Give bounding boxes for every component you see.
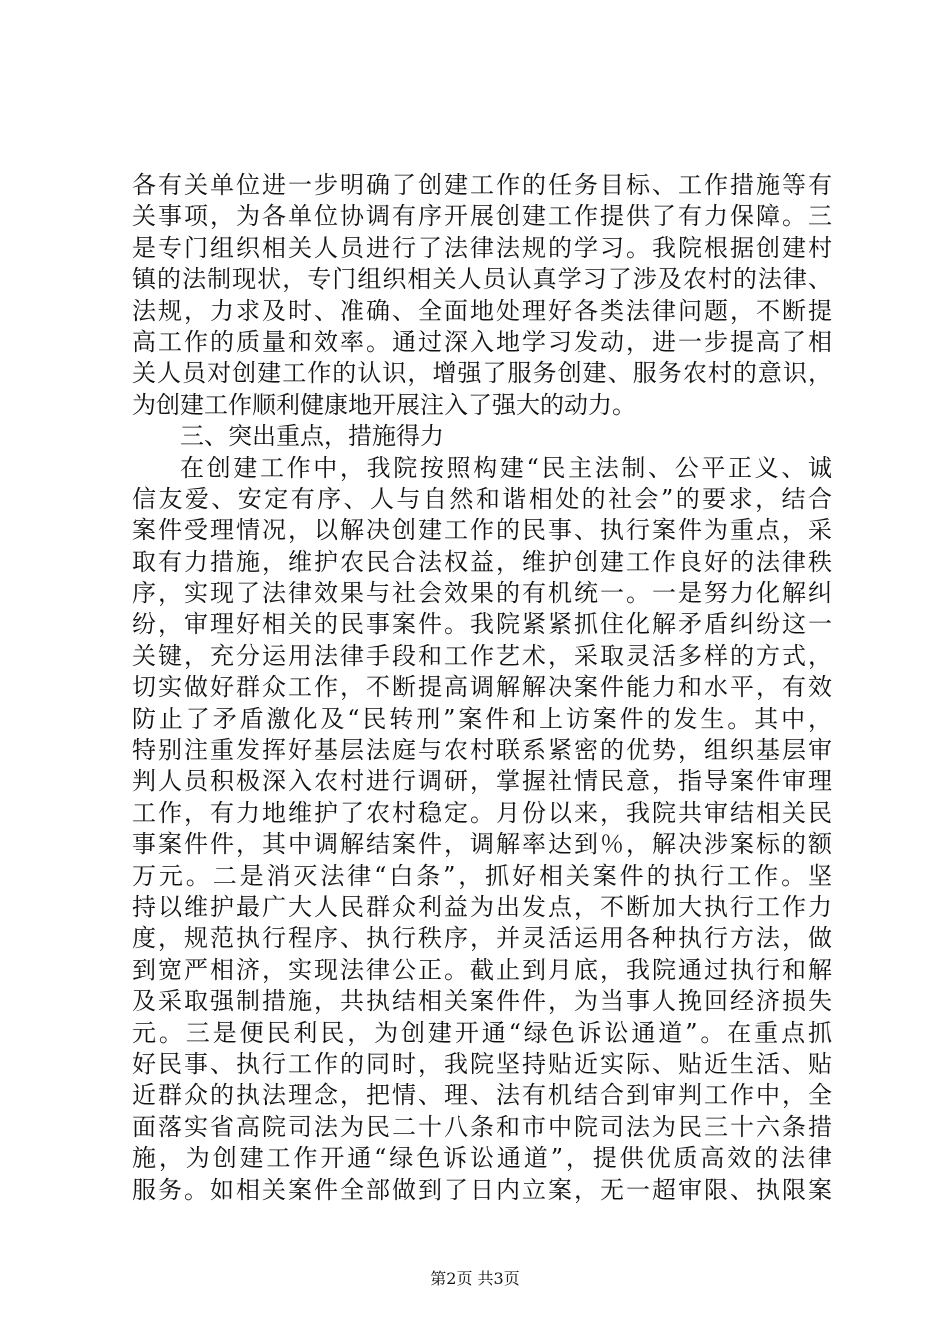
text-line: 服务。如相关案件全部做到了日内立案，无一超审限、执限案 bbox=[132, 1175, 832, 1204]
text-line: 元。三是便民利民，为创建开通“绿色诉讼通道”。在重点抓 bbox=[132, 1018, 832, 1047]
text-line: 万元。二是消灭法律“白条”，抓好相关案件的执行工作。坚 bbox=[132, 861, 832, 890]
text-line: 高工作的质量和效率。通过深入地学习发动，进一步提高了相 bbox=[132, 327, 832, 356]
text-line: 在创建工作中，我院按照构建“民主法制、公平正义、诚 bbox=[180, 453, 832, 482]
text-line: 取有力措施，维护农民合法权益，维护创建工作良好的法律秩 bbox=[132, 547, 832, 576]
text-line: 为创建工作顺利健康地开展注入了强大的动力。 bbox=[132, 390, 636, 419]
text-line: 判人员积极深入农村进行调研，掌握社情民意，指导案件审理 bbox=[132, 767, 832, 796]
text-line: 面落实省高院司法为民二十八条和市中院司法为民三十六条措 bbox=[132, 1112, 832, 1141]
text-line: 好民事、执行工作的同时，我院坚持贴近实际、贴近生活、贴 bbox=[132, 1049, 832, 1078]
text-line: 切实做好群众工作，不断提高调解解决案件能力和水平，有效 bbox=[132, 673, 832, 702]
text-line: 近群众的执法理念，把情、理、法有机结合到审判工作中，全 bbox=[132, 1081, 832, 1110]
text-line: 各有关单位进一步明确了创建工作的任务目标、工作措施等有 bbox=[132, 171, 832, 199]
text-line: 关键，充分运用法律手段和工作艺术，采取灵活多样的方式， bbox=[132, 641, 832, 670]
text-line: 事案件件，其中调解结案件，调解率达到％，解决涉案标的额 bbox=[132, 830, 832, 859]
text-line: 是专门组织相关人员进行了法律法规的学习。我院根据创建村 bbox=[132, 233, 832, 262]
text-line: 法规，力求及时、准确、全面地处理好各类法律问题，不断提 bbox=[132, 296, 832, 325]
text-line: 特别注重发挥好基层法庭与农村联系紧密的优势，组织基层审 bbox=[132, 736, 832, 765]
text-line: 镇的法制现状，专门组织相关人员认真学习了涉及农村的法律、 bbox=[132, 265, 832, 294]
text-line: 关事项，为各单位协调有序开展创建工作提供了有力保障。三 bbox=[132, 202, 832, 231]
text-line: 施，为创建工作开通“绿色诉讼通道”，提供优质高效的法律 bbox=[132, 1144, 832, 1173]
text-line: 关人员对创建工作的认识，增强了服务创建、服务农村的意识， bbox=[132, 359, 832, 388]
text-line: 案件受理情况，以解决创建工作的民事、执行案件为重点，采 bbox=[132, 516, 832, 545]
text-line: 序，实现了法律效果与社会效果的有机统一。一是努力化解纠 bbox=[132, 579, 832, 608]
text-line: 工作，有力地维护了农村稳定。月份以来，我院共审结相关民 bbox=[132, 798, 832, 827]
page-number-footer: 第2页 共3页 bbox=[430, 1269, 520, 1288]
text-line: 到宽严相济，实现法律公正。截止到月底，我院通过执行和解 bbox=[132, 955, 832, 984]
text-line: 持以维护最广大人民群众利益为出发点，不断加大执行工作力 bbox=[132, 892, 832, 921]
text-line: 度，规范执行程序、执行秩序，并灵活运用各种执行方法，做 bbox=[132, 924, 832, 953]
body-text bbox=[132, 170, 832, 1206]
section-heading: 三、突出重点，措施得力 bbox=[180, 422, 444, 451]
text-line: 纷，审理好相关的民事案件。我院紧紧抓住化解矛盾纠纷这一 bbox=[132, 610, 832, 639]
text-line: 信友爱、安定有序、人与自然和谐相处的社会”的要求，结合 bbox=[132, 484, 832, 513]
text-line: 及采取强制措施，共执结相关案件件，为当事人挽回经济损失 bbox=[132, 987, 832, 1016]
text-line: 防止了矛盾激化及“民转刑”案件和上访案件的发生。其中， bbox=[132, 704, 832, 733]
